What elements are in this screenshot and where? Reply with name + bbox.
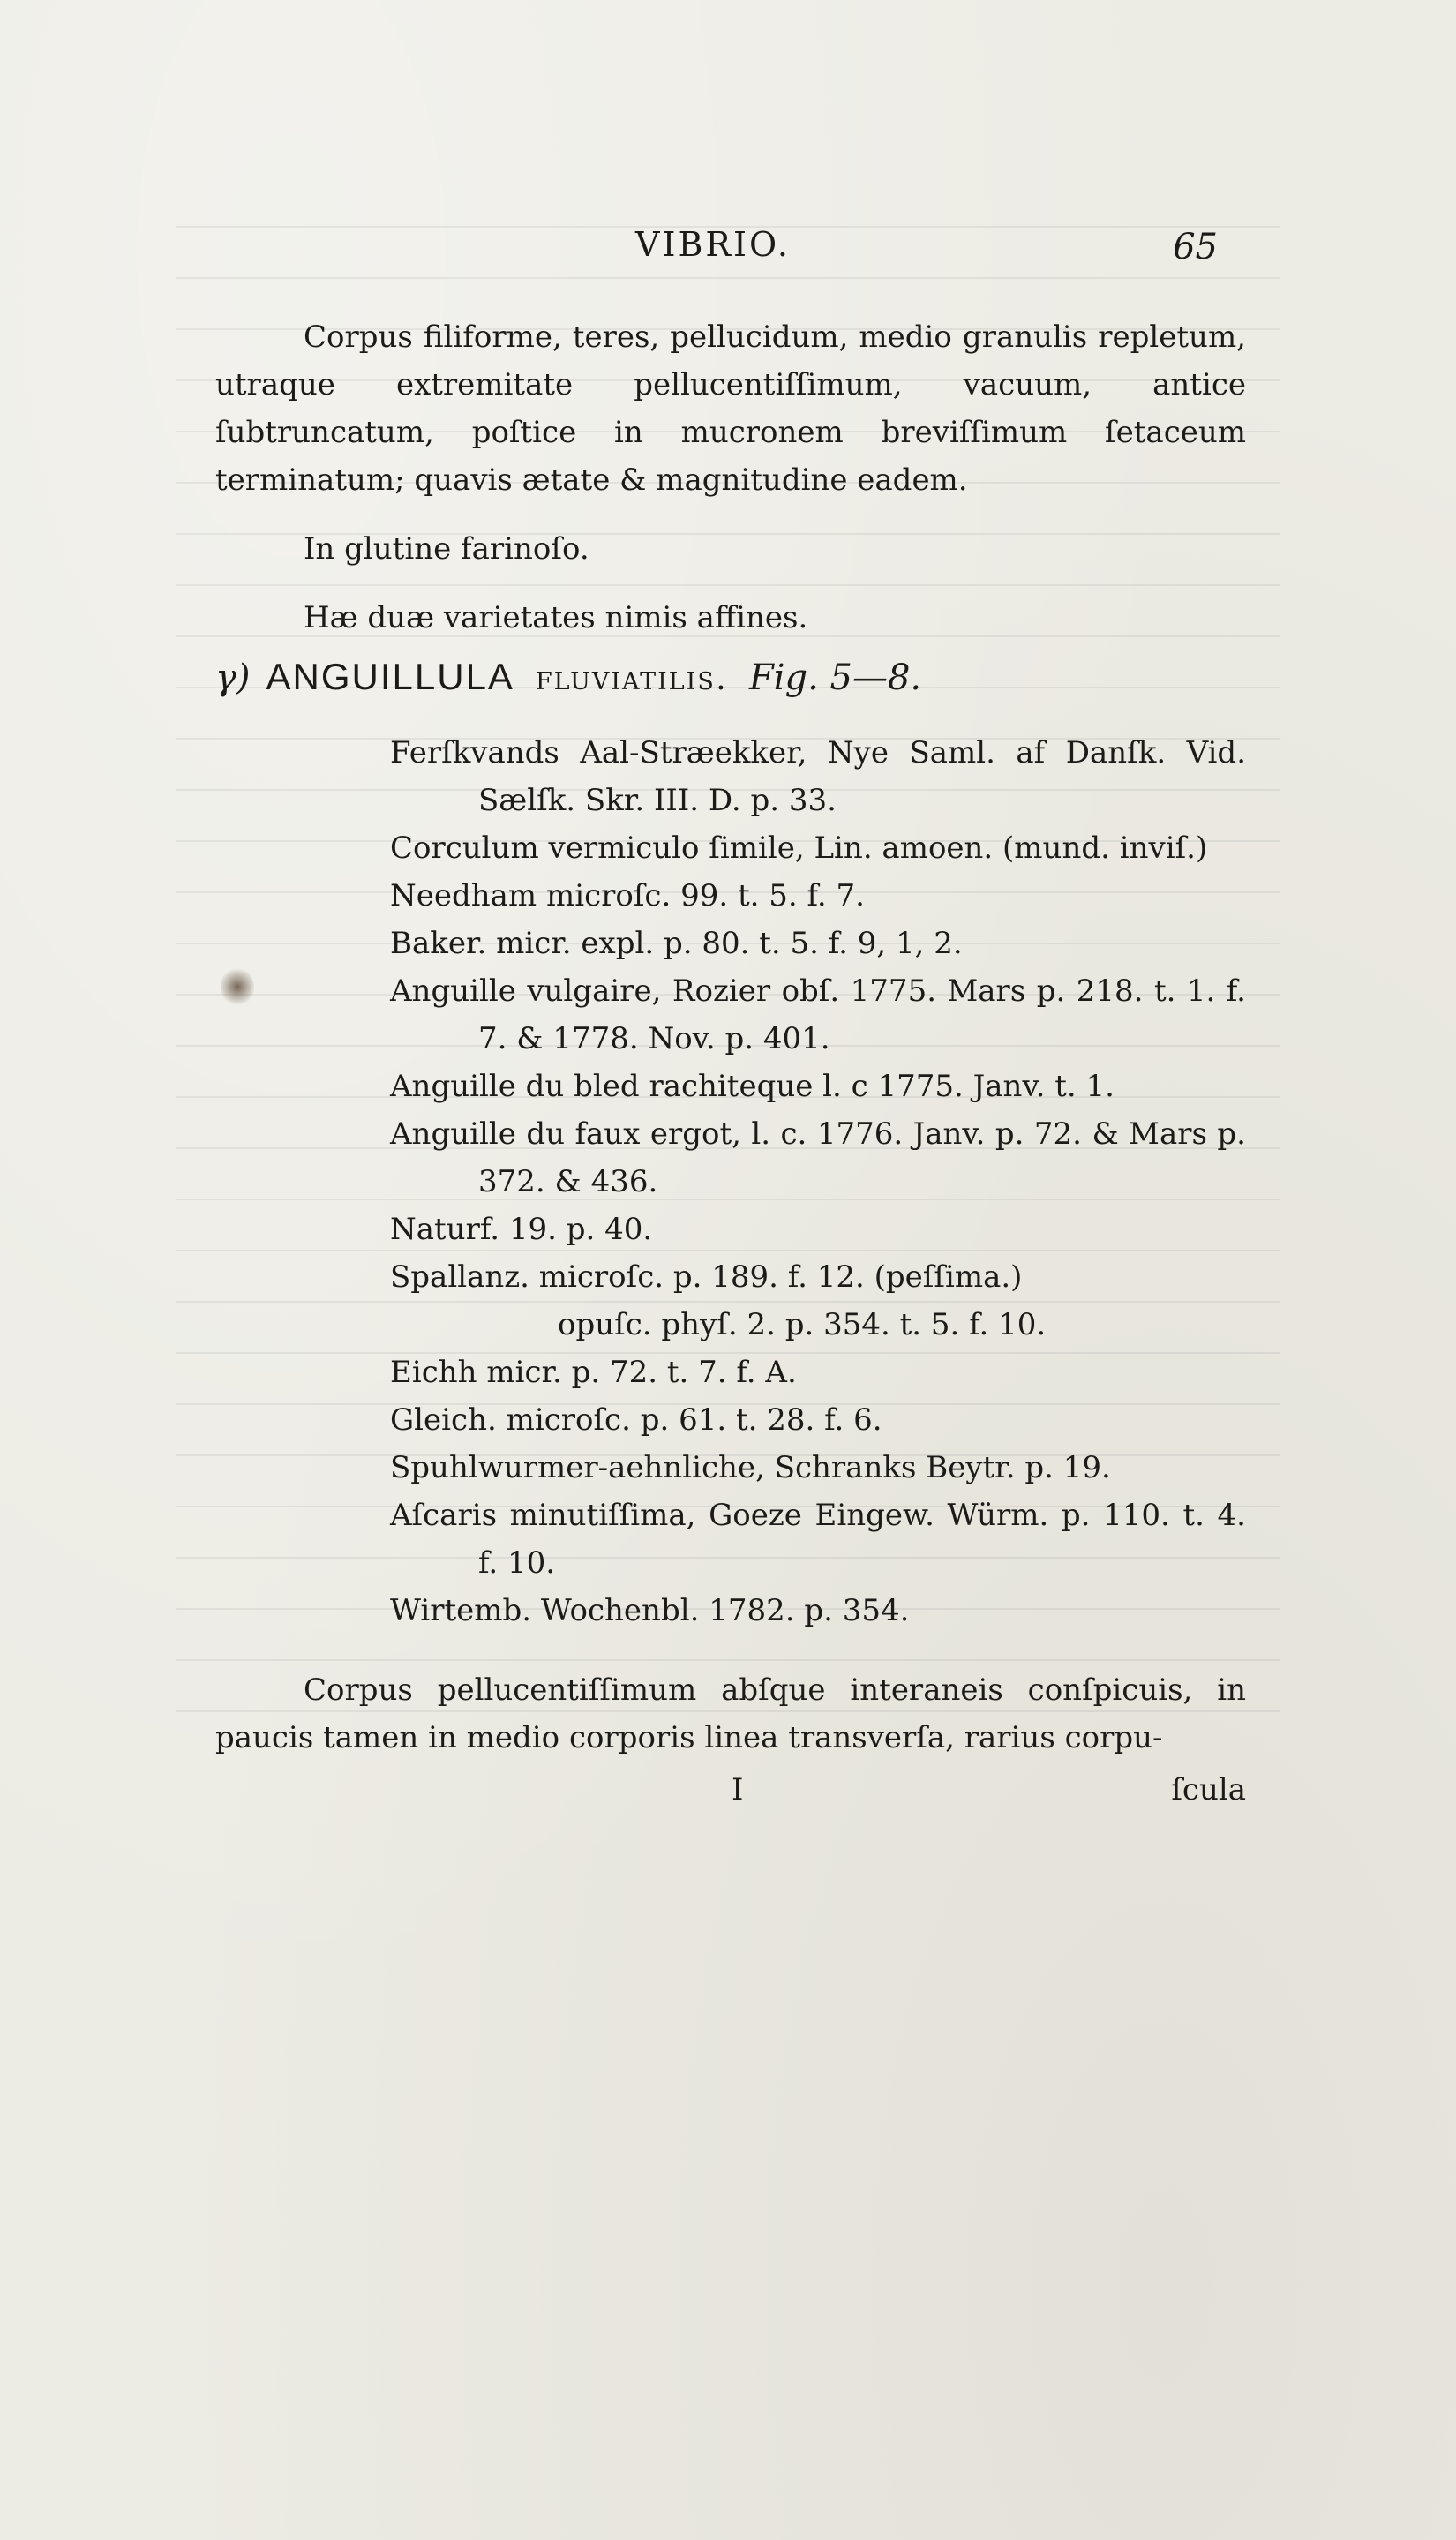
running-title: VIBRIO. <box>635 225 792 264</box>
reference-list <box>390 729 1246 1634</box>
reference-entry: Baker. micr. expl. p. 80. t. 5. f. 9, 1, 2. <box>390 926 963 961</box>
habitat-paragraph: In glutine farinoſo. <box>304 531 589 567</box>
note-paragraph: Hæ duæ varietates nimis affines. <box>304 600 808 635</box>
page-number: 65 <box>1173 227 1218 267</box>
catchword: ſcula <box>1171 1772 1246 1807</box>
reference-entry: Naturf. 19. p. 40. <box>390 1212 653 1247</box>
reference-entry: Anguille vulgaire, Rozier obſ. 1775. Mars p. 218. t. 1. f. 7. & 1778. Nov. p. 401. <box>390 973 1246 1056</box>
reference-entry: Spuhlwurmer-aehnliche, Schranks Beytr. p. 19. <box>390 1450 1111 1485</box>
page-header <box>212 225 1218 278</box>
species-epithet: fluviatilis. <box>535 658 728 697</box>
reference-entry: Eichh micr. p. 72. t. 7. f. A. <box>390 1355 797 1390</box>
genus-name: ANGUILLULA <box>266 656 514 697</box>
page-footer <box>215 1772 1246 1820</box>
signature-mark: I <box>732 1772 744 1807</box>
reference-entry: Anguille du bled rachiteque l. c 1775. Janv. t. 1. <box>390 1069 1115 1104</box>
reference-entry: Anguille du faux ergot, l. c. 1776. Janv. p. 72. & Mars p. 372. & 436. <box>390 1116 1246 1199</box>
page-body <box>215 313 1246 1762</box>
figure-reference: Fig. 5—8. <box>748 658 922 698</box>
species-heading <box>215 649 1246 706</box>
reference-entry: Corculum vermiculo ſimile, Lin. amoen. (mund. inviſ.) <box>390 830 1208 866</box>
reference-entry: Ferſkvands Aal-Stræekker, Nye Saml. af Danſk. Vid. Sælſk. Skr. III. D. p. 33. <box>390 735 1246 818</box>
reference-entry: Spallanz. microſc. p. 189. f. 12. (peſſima.) <box>390 1259 1023 1295</box>
description-paragraph: Corpus filiforme, teres, pellucidum, medio granulis repletum, utraque extremitate pellucentiſſimum, vacuum, antice ſubtruncatum, poſtice in mucronem breviſſimum ſetaceum terminatum; quavis ætate & magnitudine eadem. <box>215 319 1246 498</box>
reference-entry: Needham microſc. 99. t. 5. f. 7. <box>390 878 865 913</box>
variety-marker: γ) <box>215 658 251 698</box>
reference-entry: Wirtemb. Wochenbl. 1782. p. 354. <box>390 1593 910 1628</box>
final-paragraph: Corpus pellucentiſſimum abſque interaneis conſpicuis, in paucis tamen in medio corporis linea transverſa, rarius corpu- <box>215 1672 1246 1755</box>
reference-entry-continuation: opuſc. phyſ. 2. p. 354. t. 5. f. 10. <box>558 1307 1047 1342</box>
reference-entry: Aſcaris minutiſſima, Goeze Eingew. Würm. p. 110. t. 4. f. 10. <box>390 1498 1246 1581</box>
reference-entry: Gleich. microſc. p. 61. t. 28. f. 6. <box>390 1402 882 1438</box>
